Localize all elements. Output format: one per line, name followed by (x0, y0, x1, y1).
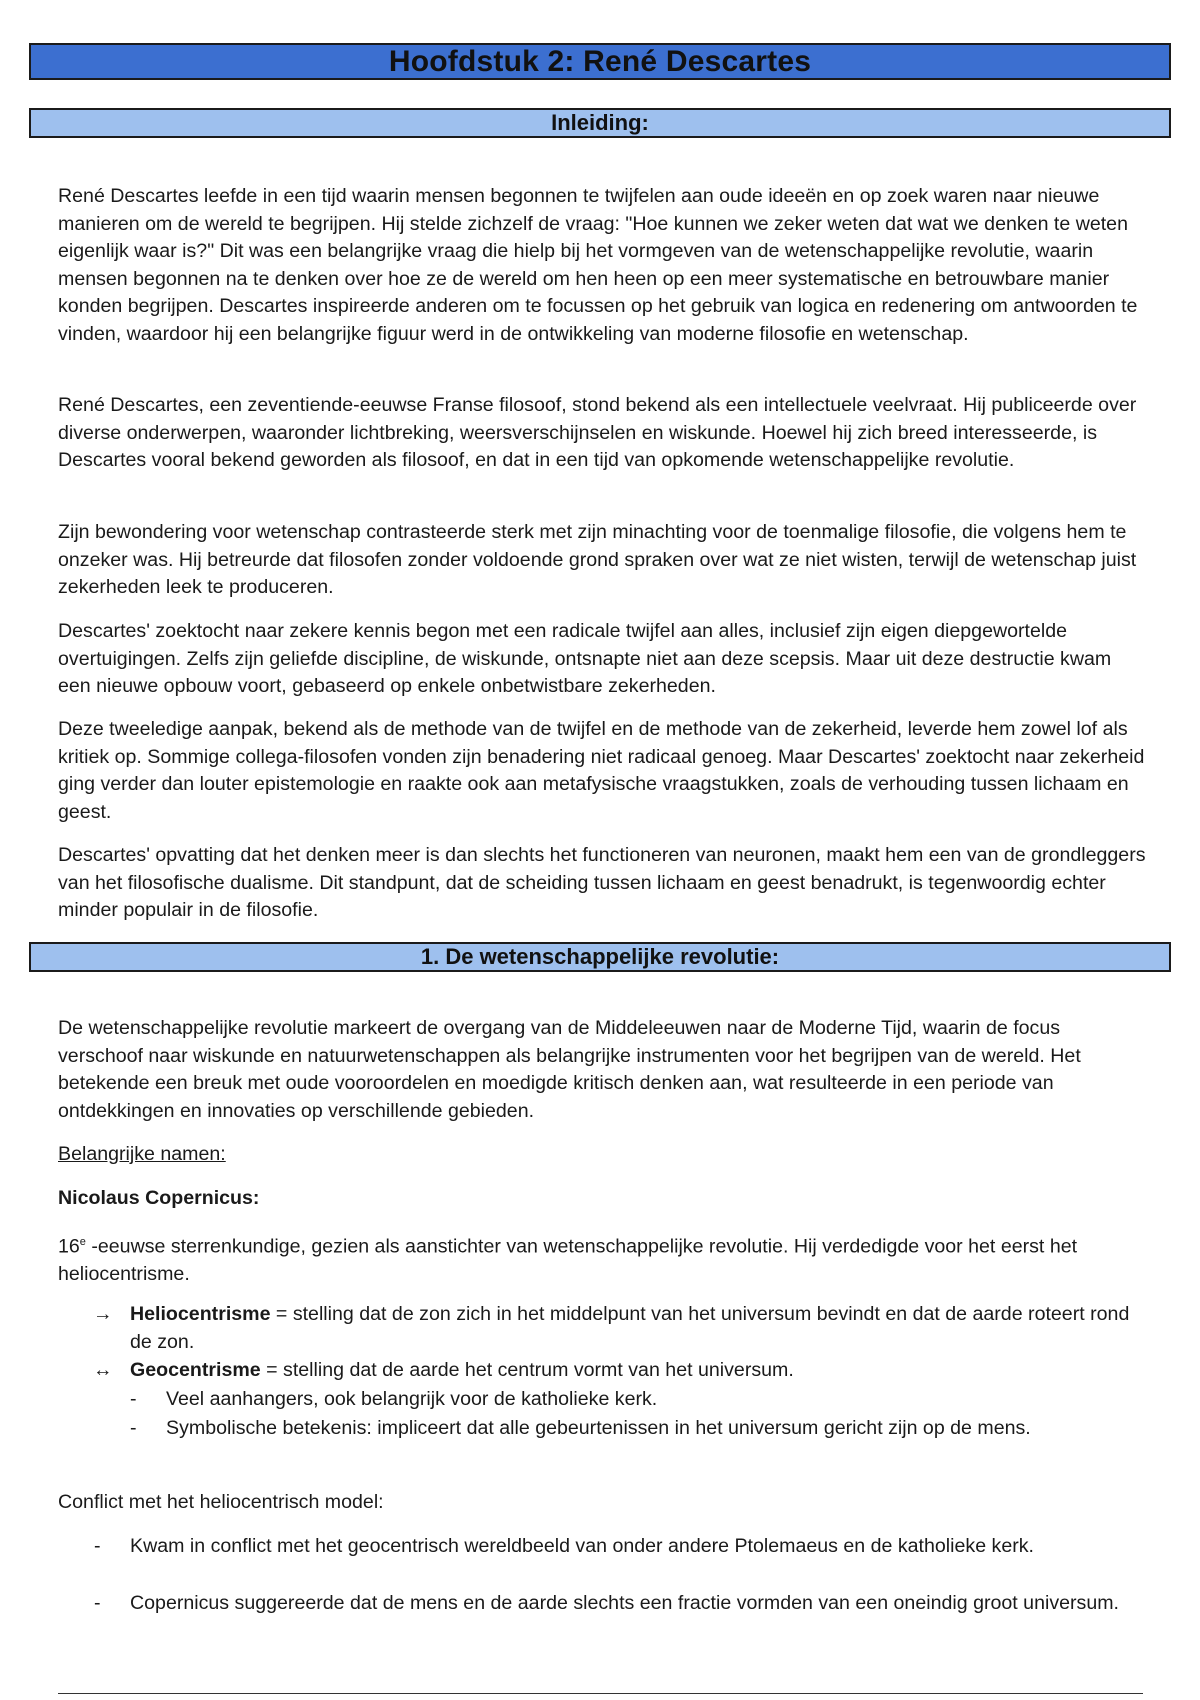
copernicus-description-text: -eeuwse sterrenkundige, gezien als aanstichter van wetenschappelijke revolutie. Hij verdedigde voor het eerst het heliocentrisme. (58, 1235, 1078, 1286)
intro-paragraph-5: Deze tweeledige aanpak, bekend als de methode van de twijfel en de methode van de zekerheid, leverde hem zowel lof als kritiek op. Sommige collega-filosofen vonden zijn benadering niet radicaal genoeg. Maar Descartes' zoektocht naar zekerheid ging verder dan louter epistemologie en raakte ook aan metafysische vraagstukken, zoals de verhouding tussen lichaam en geest. (58, 718, 1145, 823)
arrow-left-right-icon: ↔ (93, 1359, 113, 1381)
conflict-item-2-text: Copernicus suggereerde dat de mens en de aarde slechts een fractie vormden van een oneindig groot universum. (130, 1592, 1119, 1614)
geocentrism-text: = stelling dat de aarde het centrum vormt van het universum. (260, 1359, 794, 1381)
copernicus-name: Nicolaus Copernicus: (58, 1187, 260, 1209)
geocentrism-sub-item-1-text: Veel aanhangers, ook belangrijk voor de katholieke kerk. (166, 1388, 658, 1410)
chapter-title: Hoofdstuk 2: René Descartes (388, 44, 812, 78)
intro-paragraph-1: René Descartes leefde in een tijd waarin mensen begonnen te twijfelen aan oude ideeën en op zoek waren naar nieuwe manieren om de wereld te begrijpen. Hij stelde zichzelf de vraag: "Hoe kunnen we zeker weten dat wat we denken te weten eigenlijk waar is?" Dit was een belangrijke vraag die hielp bij het vormgeven van de wetenschappelijke revolutie, waarin mensen begonnen na te denken over hoe ze de wereld om hen heen op een meer systematische en betrouwbare manier konden begrijpen. Descartes inspireerde anderen om te focussen op het gebruik van logica en redenering om antwoorden te vinden, waardoor hij een belangrijke figuur werd in de ontwikkeling van moderne filosofie en wetenschap. (58, 185, 1138, 345)
section-heading-intro-label: Inleiding: (551, 110, 649, 135)
revolution-paragraph-1: De wetenschappelijke revolutie markeert de overgang van de Middeleeuwen naar de Moderne Tijd, waarin de focus verschoof naar wiskunde en natuurwetenschappen als belangrijke instrumenten voor het begrijpen van de wereld. Het betekende een breuk met oude vooroordelen en moedigde kritisch denken aan, wat resulteerde in een periode van ontdekkingen en innovaties op verschillende gebieden. (58, 1017, 1081, 1122)
arrow-right-icon: → (93, 1303, 113, 1325)
intro-paragraph-4: Descartes' zoektocht naar zekere kennis begon met een radicale twijfel aan alles, inclusief zijn eigen diepgewortelde overtuigingen. Zelfs zijn geliefde discipline, de wiskunde, ontsnapte niet aan deze scepsis. Maar uit deze destructie kwam een nieuwe opbouw voort, gebaseerd op enkele onbetwistbare zekerheden. (58, 620, 1112, 697)
geocentrism-sub-item-2-text: Symbolische betekenis: impliceert dat alle gebeurtenissen in het universum gericht zijn op de mens. (166, 1417, 1031, 1439)
geocentrism-sub-item-1 (58, 1386, 1148, 1414)
bullet-dash-icon: - (94, 1592, 101, 1614)
copernicus-description (58, 1229, 1148, 1289)
conflict-item-1-text: Kwam in conflict met het geocentrisch wereldbeeld van onder andere Ptolemaeus en de katholieke kerk. (130, 1535, 1035, 1557)
conflict-item-1 (58, 1533, 1148, 1561)
conflict-label: Conflict met het heliocentrisch model: (58, 1491, 384, 1513)
section-heading-revolution (29, 942, 1171, 972)
copernicus-century: 16 (58, 1235, 80, 1258)
geocentrism-term: Geocentrisme (130, 1359, 261, 1381)
heliocentrism-definition (58, 1301, 1148, 1356)
footer-divider (58, 1693, 1143, 1694)
intro-paragraph-2: René Descartes, een zeventiende-eeuwse Franse filosoof, stond bekend als een intellectuele veelvraat. Hij publiceerde over diverse onderwerpen, waaronder lichtbreking, weersverschijnselen en wiskunde. Hoewel hij zich breed interesseerde, is Descartes vooral bekend geworden als filosoof, en dat in een tijd van opkomende wetenschappelijke revolutie. (58, 394, 1137, 471)
section-heading-revolution-label: 1. De wetenschappelijke revolutie: (420, 944, 780, 969)
heliocentrism-term: Heliocentrisme (130, 1303, 271, 1325)
heliocentrism-text: = stelling dat de zon zich in het middelpunt van het universum bevindt en dat de aarde roteert rond de zon. (130, 1303, 1130, 1353)
bullet-dash-icon: - (130, 1388, 137, 1410)
copernicus-century-sup: e (79, 1236, 86, 1248)
chapter-title-bar (29, 43, 1171, 80)
intro-paragraph-6: Descartes' opvatting dat het denken meer is dan slechts het functioneren van neuronen, maakt hem een van de grondleggers van het filosofische dualisme. Dit standpunt, dat de scheiding tussen lichaam en geest benadrukt, is tegenwoordig echter minder populair in de filosofie. (58, 844, 1146, 921)
conflict-item-2 (58, 1590, 1148, 1618)
important-names-label: Belangrijke namen: (58, 1143, 226, 1165)
bullet-dash-icon: - (130, 1417, 137, 1439)
section-heading-intro (29, 108, 1171, 138)
intro-paragraph-3: Zijn bewondering voor wetenschap contrasteerde sterk met zijn minachting voor de toenmalige filosofie, die volgens hem te onzeker was. Hij betreurde dat filosofen zonder voldoende grond spraken over wat ze niet wisten, terwijl de wetenschap juist zekerheden leek te produceren. (58, 521, 1137, 598)
geocentrism-sub-item-2 (58, 1415, 1148, 1443)
bullet-dash-icon: - (94, 1535, 101, 1557)
geocentrism-definition (58, 1357, 1148, 1385)
